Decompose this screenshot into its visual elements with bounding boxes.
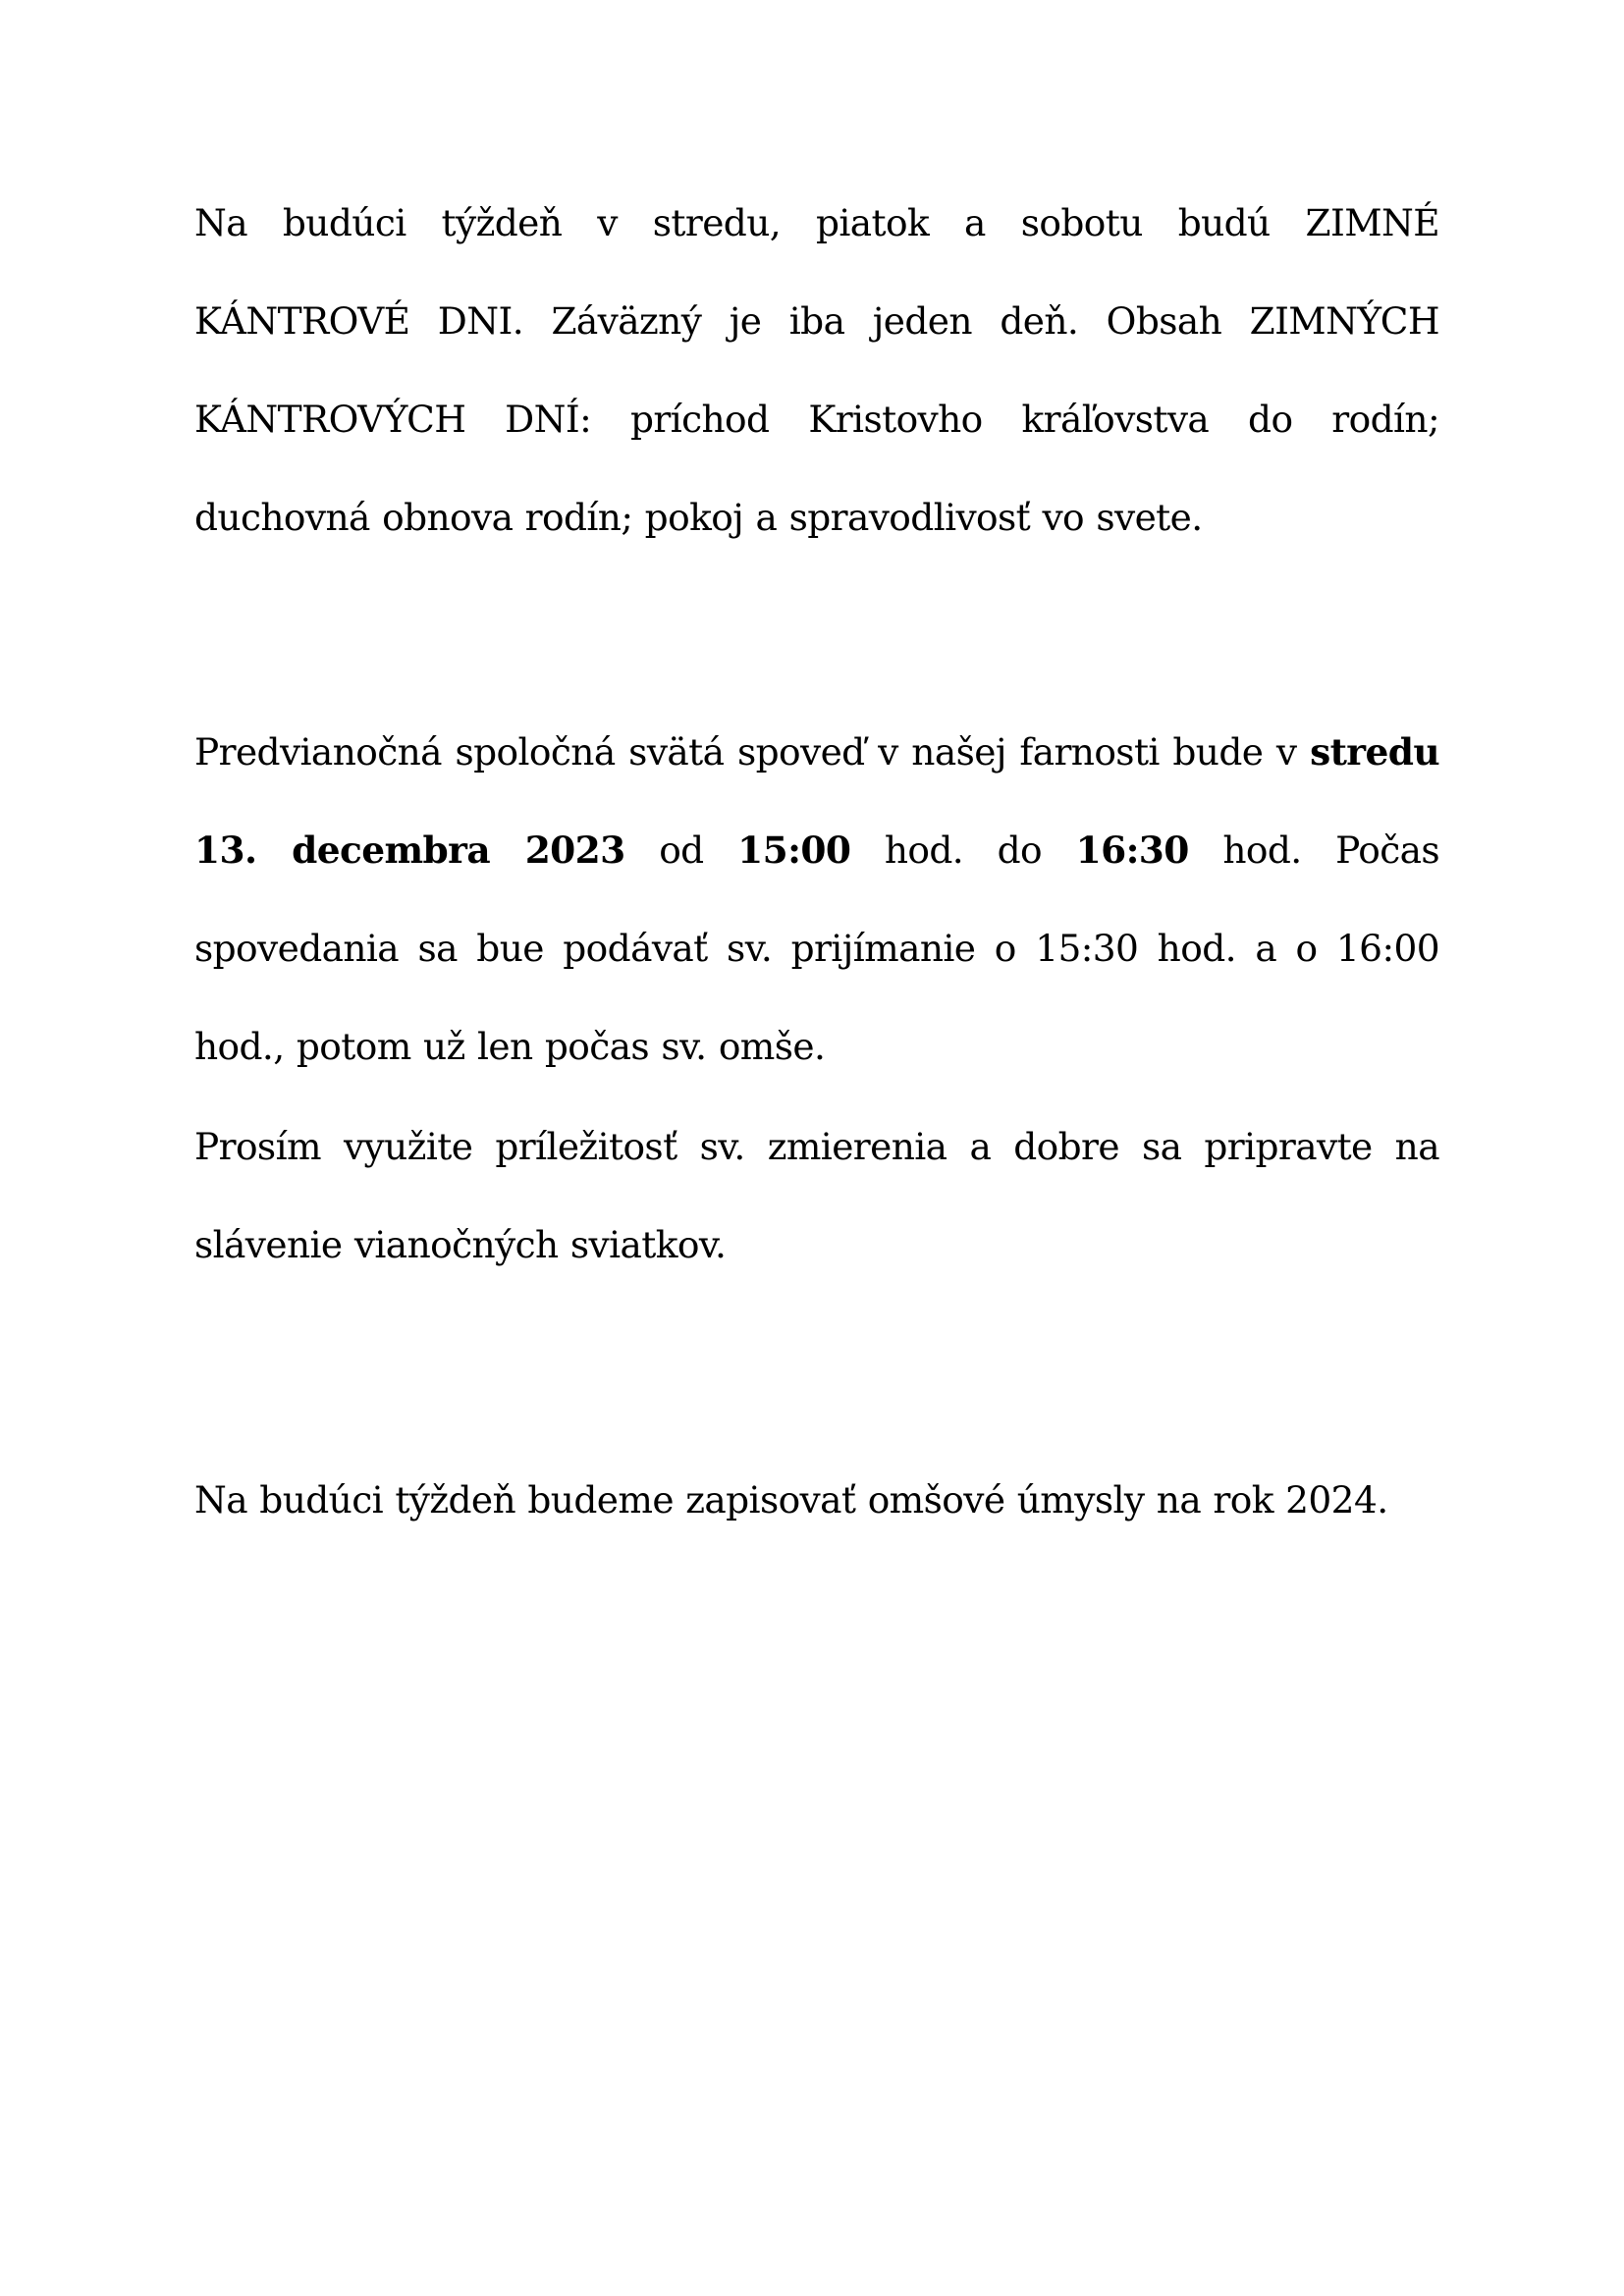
confession-start-time: 15:00 [737, 828, 851, 872]
text-segment: hod. Počas spovedania sa bue podávať sv. prijímanie o 15:30 hod. a o 16:00 hod., potom už len počas sv. omše. [194, 828, 1440, 1068]
text-segment: Na budúci týždeň v stredu, piatok a sobotu budú ZIMNÉ KÁNTROVÉ DNI. Záväzný je iba jeden deň. Obsah ZIMNÝCH KÁNTROVÝCH DNÍ: príchod Kristovho kráľovstva do rodín; duchovná obnova rodín; pokoj a spravodlivosť vo svete. [194, 201, 1439, 539]
text-segment: Na budúci týždeň budeme zapisovať omšové úmysly na rok 2024. [194, 1478, 1388, 1522]
text-segment: hod. do [850, 828, 1076, 872]
text-segment: Prosím využite príležitosť sv. zmierenia a dobre sa pripravte na slávenie vianočných sviatkov. [194, 1125, 1439, 1266]
text-segment: Predvianočná spoločná svätá spoveď v našej farnosti bude v [194, 730, 1311, 774]
confession-date: stredu 13. decembra 2023 [194, 730, 1439, 872]
confession-end-time: 16:30 [1075, 828, 1189, 872]
paragraph-spoved [194, 703, 1439, 1095]
paragraph-kantrove-dni [194, 174, 1439, 566]
text-segment: od [624, 828, 738, 872]
paragraph-umysly [194, 1451, 1439, 1549]
paragraph-zmierenie [194, 1097, 1439, 1294]
